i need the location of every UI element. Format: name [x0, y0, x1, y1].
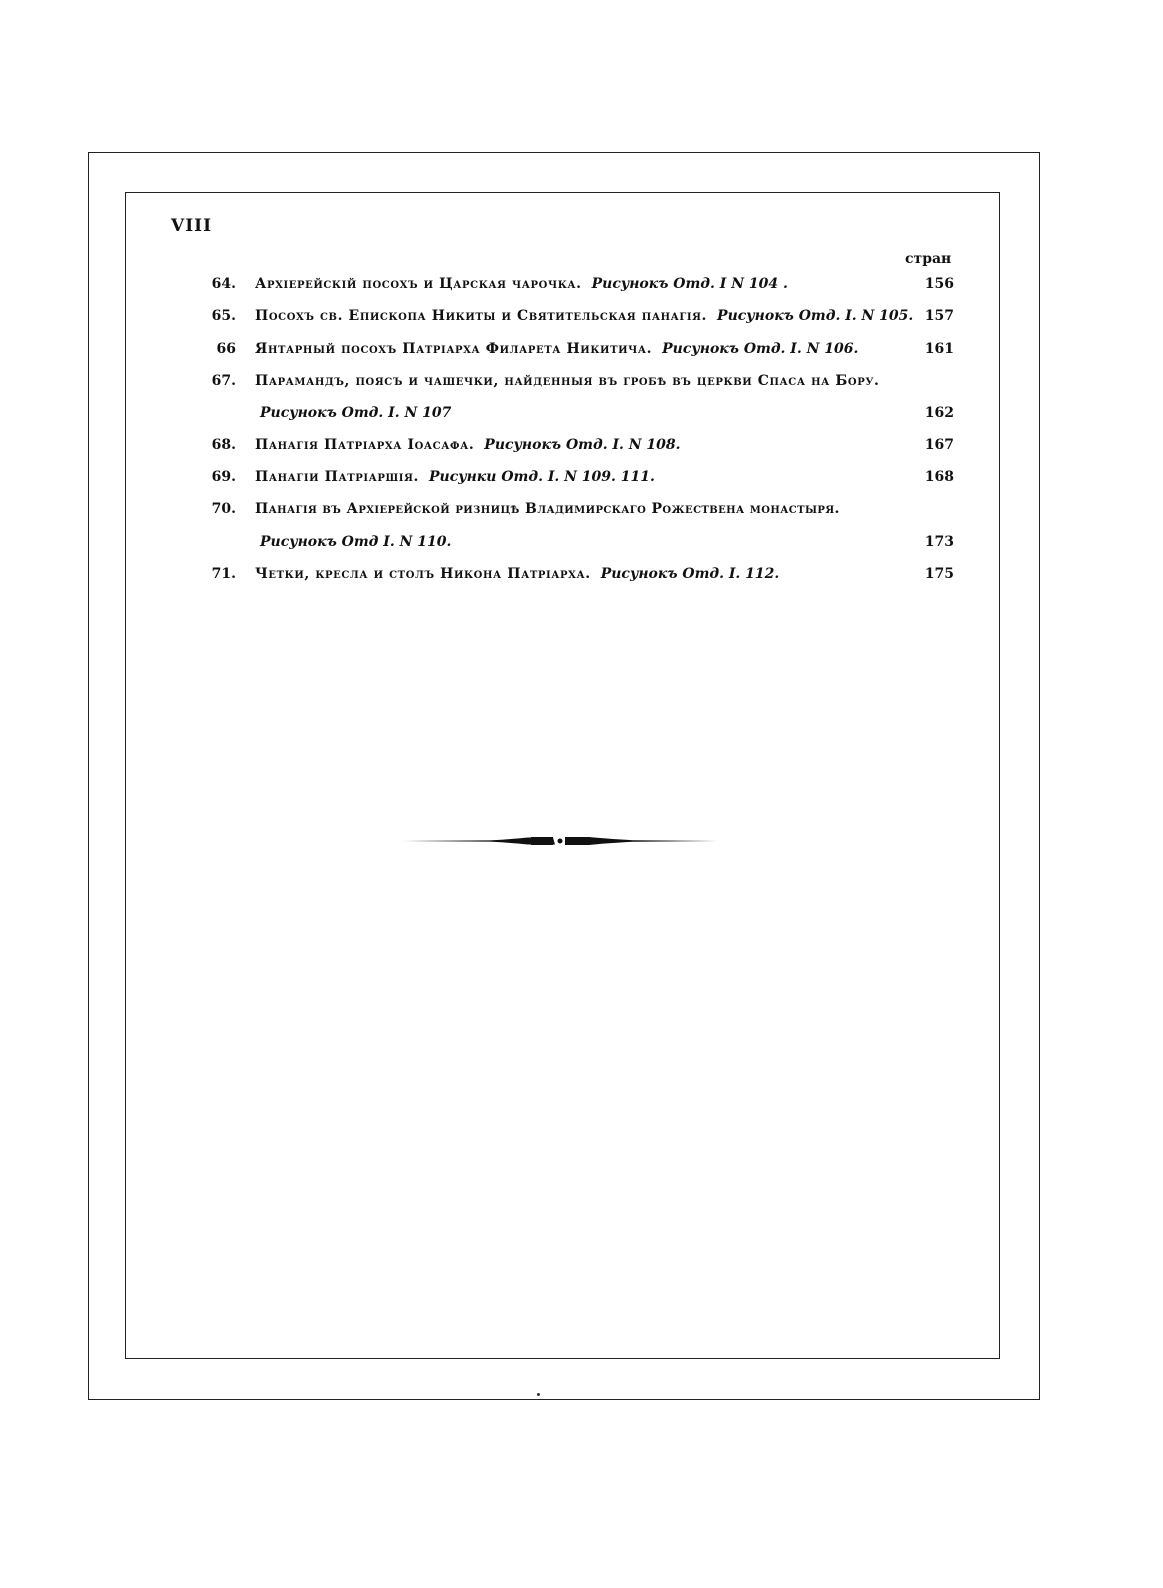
entry-page: 162 — [924, 405, 954, 421]
entry-number: 66 — [216, 341, 236, 357]
entry-figure: Рисунки Отд. I. N 109. 111. — [428, 469, 655, 485]
entry-title: Архiерейскiй посохъ и Царская чарочка. — [255, 276, 582, 292]
entry-text — [260, 405, 451, 421]
divider-ornament — [403, 833, 717, 849]
inner-border — [125, 192, 1000, 1359]
list-item — [200, 566, 960, 590]
list-item — [200, 373, 960, 397]
entry-text — [255, 469, 655, 485]
entry-page: 161 — [924, 341, 954, 357]
list-item-continuation — [200, 405, 960, 429]
entry-text — [255, 308, 913, 324]
list-item — [200, 469, 960, 493]
list-item — [200, 276, 960, 300]
entry-page: 175 — [924, 566, 954, 582]
entry-text — [255, 341, 858, 357]
list-item — [200, 437, 960, 461]
entry-title: Янтарный посохъ Патрiарха Филарета Никитича. — [255, 341, 653, 357]
entry-page: 157 — [924, 308, 954, 324]
entry-title: Посохъ св. Епископа Никиты и Святительская панагiя. — [255, 308, 708, 324]
list-item-continuation — [200, 534, 960, 558]
entry-page: 167 — [924, 437, 954, 453]
entry-figure: Рисунокъ Отд. I. N 105. — [717, 308, 914, 324]
stray-dot — [537, 1393, 540, 1396]
entry-title: Панагiя Патрiарха Iоасафа. — [255, 437, 475, 453]
entry-number: 67. — [211, 373, 236, 389]
entry-figure: Рисунокъ Отд. I. N 107 — [260, 405, 452, 421]
list-item — [200, 501, 960, 525]
entry-title: Панагiя въ Архiерейской ризницѣ Владимирскаго Рожествена монастыря. — [255, 501, 840, 517]
entry-text — [255, 566, 779, 582]
entry-text — [255, 373, 880, 389]
entry-number: 70. — [211, 501, 236, 517]
entry-figure: Рисунокъ Отд. I. N 108. — [484, 437, 681, 453]
entry-figure: Рисунокъ Отд. I N 104 . — [591, 276, 788, 292]
entry-title: Четки, кресла и столъ Никона Патрiарха. — [255, 566, 591, 582]
entry-page: 156 — [924, 276, 954, 292]
page-column-header: стран — [905, 251, 952, 267]
entry-number: 71. — [211, 566, 236, 582]
entry-number: 65. — [211, 308, 236, 324]
entry-page: 168 — [924, 469, 954, 485]
entry-text — [255, 276, 788, 292]
entry-text — [260, 534, 451, 550]
entry-text — [255, 437, 681, 453]
entry-page: 173 — [924, 534, 954, 550]
list-item — [200, 341, 960, 365]
page-number: VIII — [171, 216, 213, 236]
entry-figure: Рисунокъ Отд. I. N 106. — [662, 341, 859, 357]
entry-title: Панагiи Патрiаршiя. — [255, 469, 419, 485]
entry-figure: Рисунокъ Отд I. N 110. — [260, 534, 452, 550]
entry-title: Парамандъ, поясъ и чашечки, найденныя въ гробѣ въ церкви Спаса на Бору. — [255, 373, 880, 389]
entry-number: 64. — [211, 276, 236, 292]
entry-number: 68. — [211, 437, 236, 453]
entry-number: 69. — [211, 469, 236, 485]
list-item — [200, 308, 960, 332]
entry-text — [255, 501, 840, 517]
entry-figure: Рисунокъ Отд. I. 112. — [600, 566, 780, 582]
